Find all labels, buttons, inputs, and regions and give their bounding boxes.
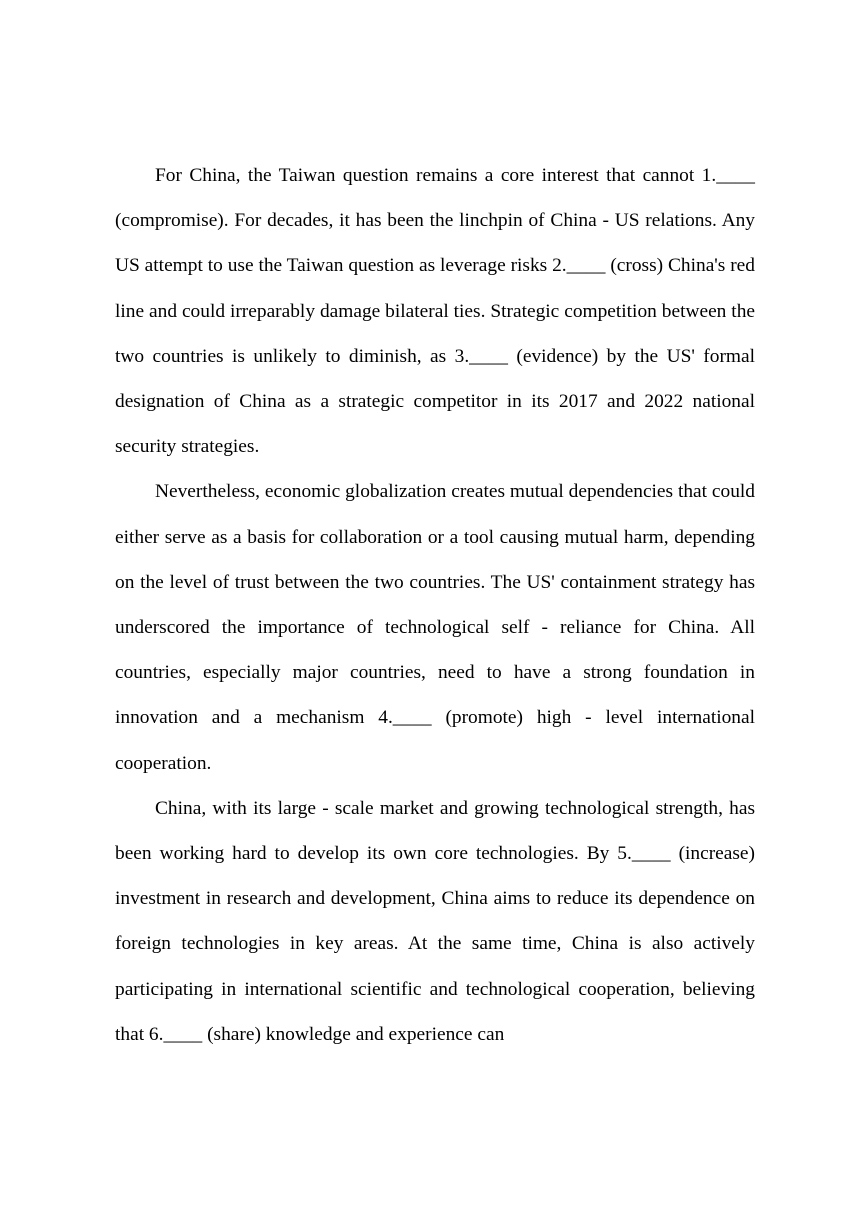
paragraph-3: China, with its large - scale market and growing technological strength, has been working hard to develop its own core technologies. By 5.____ (increase) investment in research and development, China aims to reduce its dependence on foreign technologies in key areas. At the same time, China is also actively participating in international scientific and technological cooperation, believing that 6.____ (share) knowledge and experience can xyxy=(115,797,755,1045)
paragraph-1: For China, the Taiwan question remains a core interest that cannot 1.____ (compromise). For decades, it has been the linchpin of China - US relations. Any US attempt to use the Taiwan question as leverage risks 2.____ (cross) China's red line and could irreparably damage bilateral ties. Strategic competition between the two countries is unlikely to diminish, as 3.____ (evidence) by the US' formal designation of China as a strategic competitor in its 2017 and 2022 national security strategies. xyxy=(115,165,755,458)
document-body xyxy=(115,153,755,1057)
paragraph-2: Nevertheless, economic globalization creates mutual dependencies that could either serve as a basis for collaboration or a tool causing mutual harm, depending on the level of trust between the two countries. The US' containment strategy has underscored the importance of technological self - reliance for China. All countries, especially major countries, need to have a strong foundation in innovation and a mechanism 4.____ (promote) high - level international cooperation. xyxy=(115,481,755,774)
